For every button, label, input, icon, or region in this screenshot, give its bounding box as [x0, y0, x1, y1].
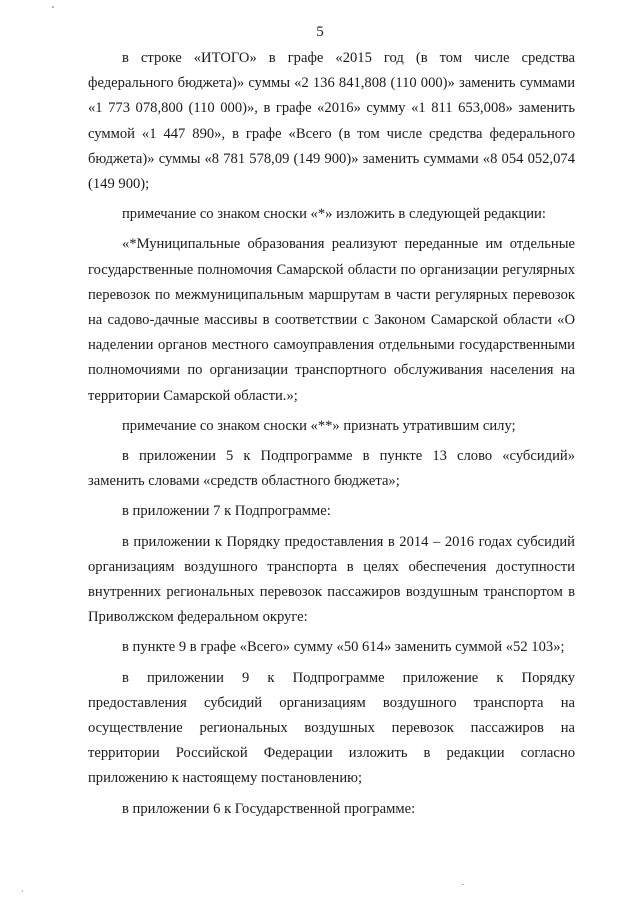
document-body: [88, 46, 575, 827]
paragraph-point-9: в пункте 9 в графе «Всего» сумму «50 614» заменить суммой «52 103»;: [122, 639, 565, 656]
scan-speck: [22, 890, 23, 892]
paragraph-appendix-6: в приложении 6 к Государственной программе:: [122, 800, 416, 817]
paragraph-footnote-star-text: «*Муниципальные образования реализуют переданные им отдельные государственные полномочия Самарской области по организации регулярных перевозок по межмуниципальным маршрутам в части регулярных перевозок на садово-дачные массивы в соответствии с Законом Самарской области «О наделении органов местного самоуправления отдельными государственными полномочиями по организации транспортного обслуживания населения на территории Самарской области.»;: [88, 236, 575, 404]
scan-speck: [52, 6, 54, 8]
paragraph-footnote-star-note: примечание со знаком сноски «*» изложить в следующей редакции:: [122, 206, 546, 223]
paragraph-itogo-row: в строке «ИТОГО» в графе «2015 год (в том числе средства федерального бюджета)» суммы «2 136 841,808 (110 000)» заменить суммами «1 773 078,800 (110 000)», в графе «2016» сумму «1 811 653,008» заменить суммой «1 447 890», в графе «Всего (в том числе средства федерального бюджета)» суммы «8 781 578,09 (149 900)» заменить суммами «8 054 052,074 (149 900);: [88, 50, 575, 193]
page-number: 5: [316, 24, 324, 40]
paragraph-subsidy-order: в приложении к Порядку предоставления в 2014 – 2016 годах субсидий организациям воздушного транспорта в целях обеспечения доступности внутренних региональных перевозок пассажиров воздушным транспортом в Приволжском федеральном округе:: [88, 533, 575, 626]
paragraph-appendix-9: в приложении 9 к Подпрограмме приложение к Порядку предоставления субсидий организациям воздушного транспорта на осуществление региональных воздушных перевозок пассажиров на территории Российской Федерации изложить в редакции согласно приложению к настоящему постановлению;: [88, 669, 575, 787]
paragraph-appendix-7: в приложении 7 к Подпрограмме:: [122, 503, 331, 520]
scan-speck: [462, 884, 464, 885]
paragraph-footnote-double-star: примечание со знаком сноски «**» признать утратившим силу;: [122, 417, 516, 434]
paragraph-appendix-5: в приложении 5 к Подпрограмме в пункте 13 слово «субсидий» заменить словами «средств областного бюджета»;: [88, 448, 575, 490]
